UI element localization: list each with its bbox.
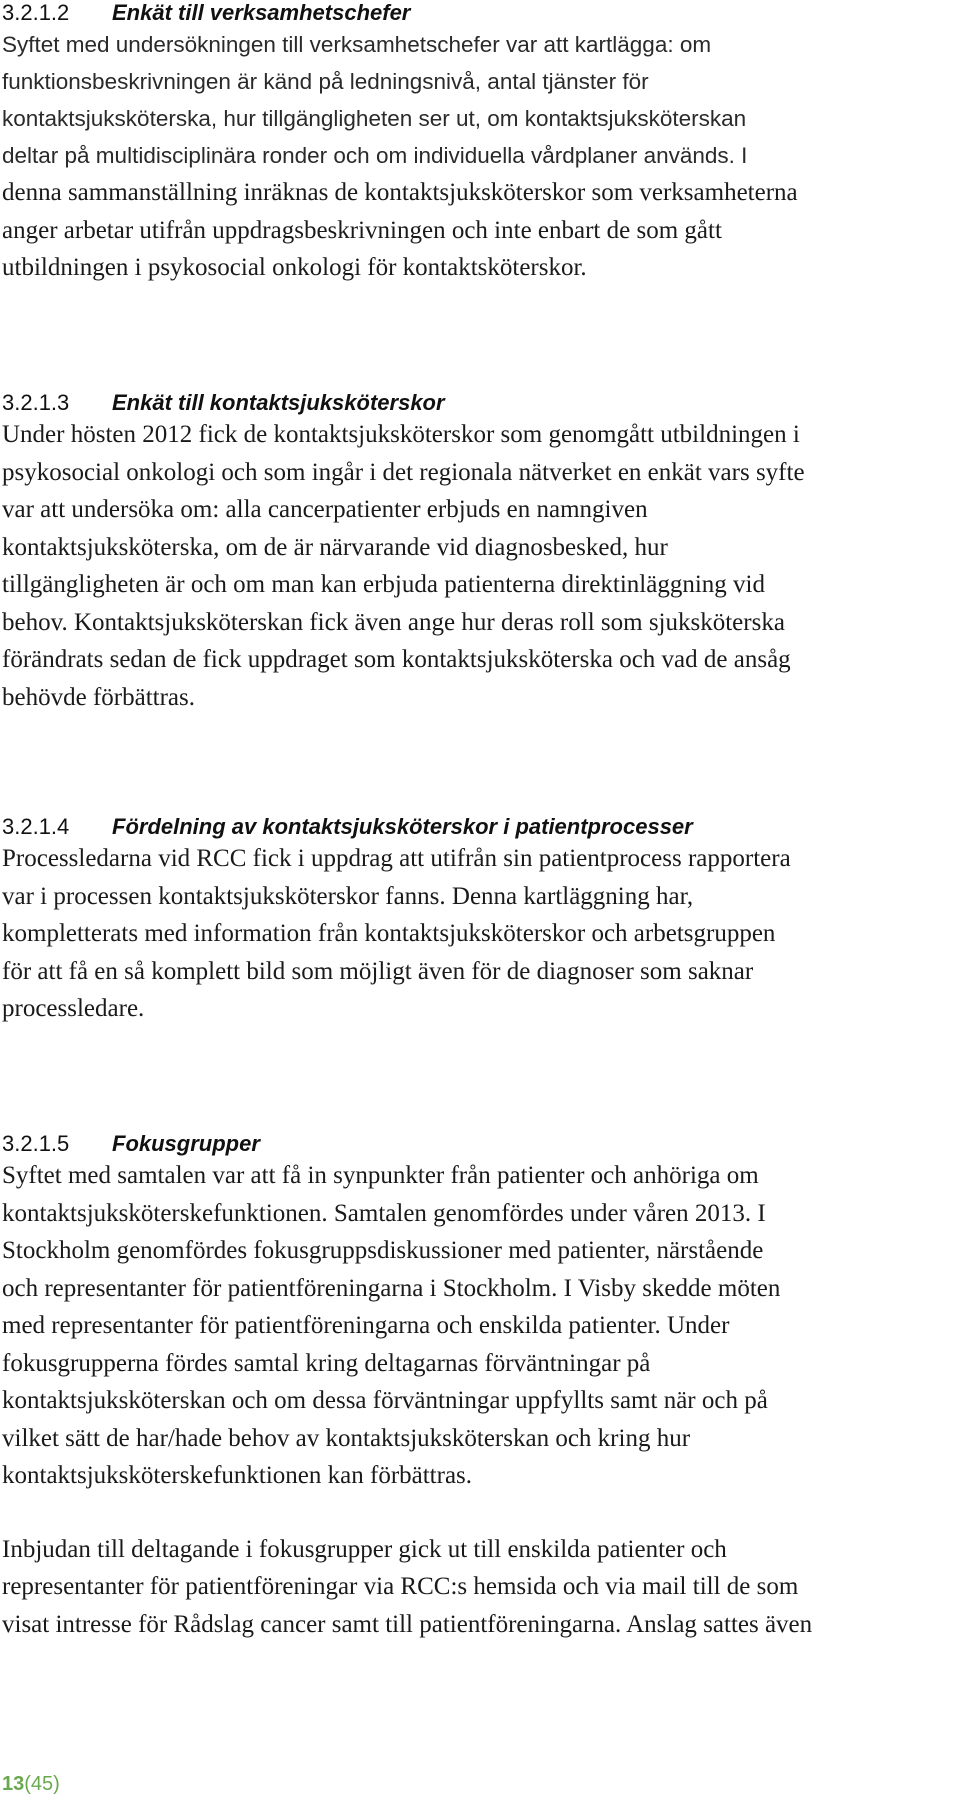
text-line: var i processen kontaktsjuksköterskor fanns. Denna kartläggning har, bbox=[2, 882, 694, 910]
text-line: och representanter för patientföreningarna i Stockholm. I Visby skedde möten bbox=[2, 1274, 781, 1302]
text-line: fokusgrupperna fördes samtal kring deltagarnas förväntningar på bbox=[2, 1349, 651, 1377]
text-line: kompletterats med information från kontaktsjuksköterskor och arbetsgruppen bbox=[2, 920, 776, 947]
section-3-2-1-4 bbox=[2, 814, 957, 1028]
text-line: visat intresse för Rådslag cancer samt till patientföreningarna. Anslag sattes även bbox=[2, 1610, 813, 1638]
section-paragraph bbox=[2, 1157, 957, 1495]
section-number: 3.2.1.5 bbox=[2, 1131, 70, 1156]
text-line: behövde förbättras. bbox=[2, 683, 195, 711]
text-line: processledare. bbox=[2, 995, 145, 1022]
text-line: utbildningen i psykosocial onkologi för kontaktsköterskor. bbox=[2, 254, 587, 281]
page-number-footer bbox=[2, 1772, 60, 1796]
text-line: Syftet med undersökningen till verksamhetschefer var att kartlägga: om bbox=[2, 32, 712, 57]
text-line: Inbjudan till deltagande i fokusgrupper gick ut till enskilda patienter och bbox=[2, 1535, 727, 1563]
text-line: kontaktsjuksköterskefunktionen kan förbättras. bbox=[2, 1462, 473, 1489]
section-paragraph bbox=[2, 840, 957, 1028]
text-line: Syftet med samtalen var att få in synpunkter från patienter och anhöriga om bbox=[2, 1162, 759, 1189]
text-line: Under hösten 2012 fick de kontaktsjuksköterskor som genomgått utbildningen i bbox=[2, 421, 800, 448]
section-title: Enkät till kontaktsjuksköterskor bbox=[112, 390, 445, 415]
text-line: kontaktsjuksköterskefunktionen. Samtalen genomfördes under våren 2013. I bbox=[2, 1199, 766, 1227]
text-line: behov. Kontaktsjuksköterskan fick även ange hur deras roll som sjuksköterska bbox=[2, 608, 785, 636]
section-paragraph bbox=[2, 26, 957, 174]
text-line: anger arbetar utifrån uppdragsbeskrivningen och inte enbart de som gått bbox=[2, 216, 722, 244]
section-3-2-1-5 bbox=[2, 1131, 957, 1643]
text-line: med representanter för patientföreningarna och enskilda patienter. Under bbox=[2, 1312, 730, 1339]
section-paragraph bbox=[2, 416, 957, 716]
section-paragraph-continued bbox=[2, 174, 957, 287]
text-line: förändrats sedan de fick uppdraget som kontaktsjuksköterska och vad de ansåg bbox=[2, 646, 791, 673]
section-number: 3.2.1.2 bbox=[2, 0, 70, 25]
text-line: tillgängligheten är och om man kan erbjuda patienterna direktinläggning vid bbox=[2, 571, 765, 598]
section-number: 3.2.1.4 bbox=[2, 814, 70, 839]
text-line: psykosocial onkologi och som ingår i det regionala nätverket en enkät vars syfte bbox=[2, 458, 805, 486]
text-line: Processledarna vid RCC fick i uppdrag att utifrån sin patientprocess rapportera bbox=[2, 845, 791, 872]
text-line: var att undersöka om: alla cancerpatienter erbjuds en namngiven bbox=[2, 496, 648, 523]
section-paragraph bbox=[2, 1531, 957, 1644]
section-heading bbox=[2, 390, 957, 416]
text-line: kontaktsjuksköterska, om de är närvarande vid diagnosbesked, hur bbox=[2, 533, 668, 561]
section-3-2-1-3 bbox=[2, 390, 957, 716]
section-3-2-1-2 bbox=[2, 0, 957, 287]
text-line: kontaktsjuksköterska, hur tillgängligheten ser ut, om kontaktsjuksköterskan bbox=[2, 106, 747, 131]
page-number-total: (45) bbox=[24, 1773, 60, 1795]
text-line: kontaktsjuksköterskan och om dessa förväntningar uppfyllts samt när och på bbox=[2, 1387, 768, 1414]
section-title: Fokusgrupper bbox=[112, 1131, 260, 1156]
text-line: denna sammanställning inräknas de kontaktsjuksköterskor som verksamheterna bbox=[2, 179, 798, 206]
text-line: vilket sätt de har/hade behov av kontaktsjuksköterskan och kring hur bbox=[2, 1424, 691, 1452]
section-heading bbox=[2, 1131, 957, 1157]
section-number: 3.2.1.3 bbox=[2, 390, 70, 415]
text-line: deltar på multidisciplinära ronder och om individuella vårdplaner används. I bbox=[2, 143, 748, 168]
section-heading bbox=[2, 0, 957, 26]
text-line: Stockholm genomfördes fokusgruppsdiskussioner med patienter, närstående bbox=[2, 1237, 764, 1264]
section-heading bbox=[2, 814, 957, 840]
section-title: Fördelning av kontaktsjuksköterskor i patientprocesser bbox=[112, 814, 693, 839]
section-title: Enkät till verksamhetschefer bbox=[112, 0, 411, 25]
text-line: representanter för patientföreningar via RCC:s hemsida och via mail till de som bbox=[2, 1573, 799, 1600]
text-line: för att få en så komplett bild som möjligt även för de diagnoser som saknar bbox=[2, 957, 754, 985]
page-number-current: 13 bbox=[2, 1773, 25, 1795]
text-line: funktionsbeskrivningen är känd på ledningsnivå, antal tjänster för bbox=[2, 69, 649, 94]
